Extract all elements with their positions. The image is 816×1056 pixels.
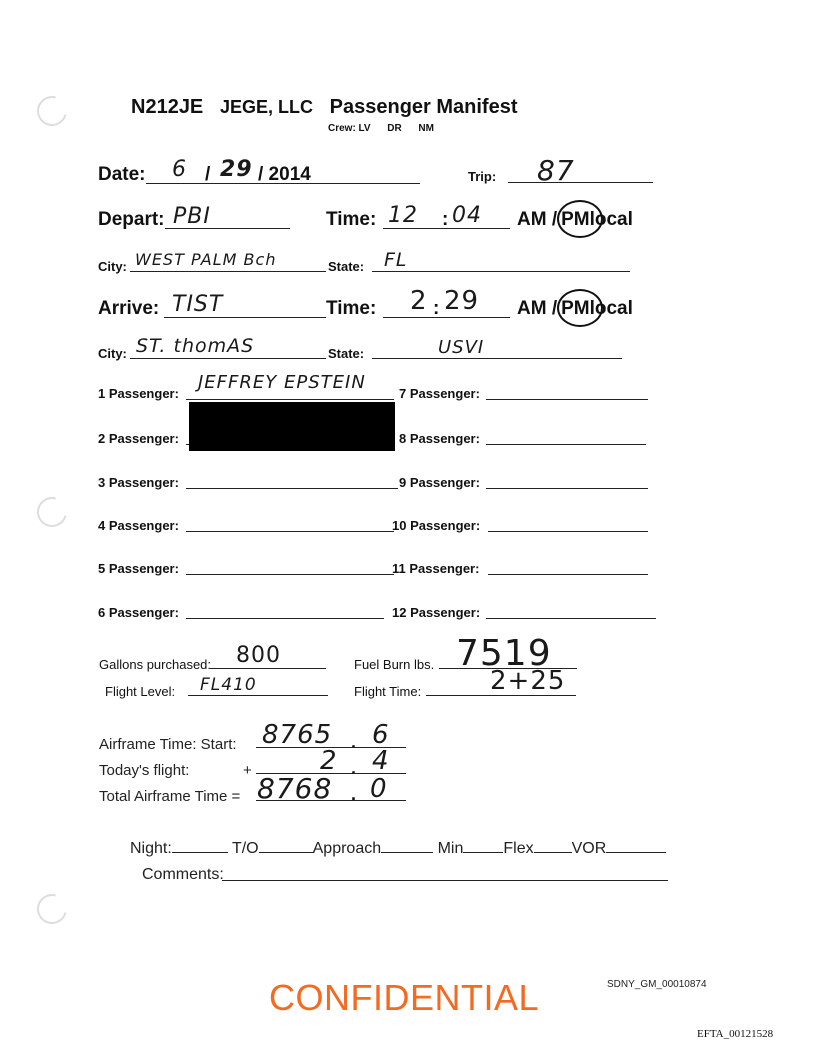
local-label: local — [589, 209, 633, 230]
passenger-12-line — [486, 618, 656, 619]
passenger-11-label: 11 Passenger: — [392, 561, 480, 576]
arrive-city-underline — [130, 358, 326, 359]
to-blank — [259, 852, 313, 853]
passenger-11-line — [488, 574, 648, 575]
depart-time-label: Time: — [326, 209, 377, 230]
comments-label: Comments: — [142, 866, 224, 883]
night-label: Night: — [130, 840, 172, 857]
depart-label: Depart: — [98, 209, 165, 230]
arrive-state-underline — [372, 358, 622, 359]
todays-flight-tenths: 4 — [372, 746, 390, 776]
comments-underline — [222, 880, 668, 881]
passenger-8-line — [486, 444, 646, 445]
approach-blank — [381, 852, 433, 853]
crew-1: Crew: LV — [328, 123, 371, 134]
passenger-4-label: 4 Passenger: — [98, 518, 179, 533]
vor-blank — [606, 852, 666, 853]
depart-underline — [165, 228, 290, 229]
passenger-6-line — [186, 618, 384, 619]
passenger-7-label: 7 Passenger: — [399, 386, 480, 401]
flight-level-underline — [188, 695, 328, 696]
date-sep: / — [205, 164, 211, 185]
total-airframe-underline — [256, 800, 406, 801]
crew-3: NM — [418, 123, 434, 134]
flight-level-label: Flight Level: — [105, 684, 176, 699]
arrive-state-label: State: — [328, 346, 365, 361]
pm-label: PM — [561, 209, 590, 230]
depart-airport: PBI — [173, 204, 211, 229]
hole-punch-top — [32, 91, 73, 132]
arrive-pm-circle — [557, 289, 603, 327]
trip-number: 87 — [537, 154, 575, 187]
todays-flight-value: 2 — [320, 746, 338, 776]
arrive-hour: 2 — [410, 286, 428, 316]
arrive-pm-label: PM — [561, 298, 590, 319]
arrive-time-underline — [383, 317, 510, 318]
arrive-am-label: AM / — [517, 298, 558, 319]
tail-number: N212JE — [131, 96, 204, 118]
crew-line — [328, 123, 434, 134]
gallons-value: 800 — [236, 643, 281, 668]
depart-state-label: State: — [328, 259, 365, 274]
passenger-5-label: 5 Passenger: — [98, 561, 179, 576]
vor-label: VOR — [571, 840, 607, 857]
night-row — [130, 840, 666, 858]
passenger-9-label: 9 Passenger: — [399, 475, 480, 490]
min-blank — [463, 852, 503, 853]
arrive-label: Arrive: — [98, 298, 160, 319]
depart-hour: 12 — [388, 203, 418, 228]
total-airframe-value: 8768 — [257, 772, 333, 805]
gallons-label: Gallons purchased: — [99, 657, 212, 672]
flex-label: Flex — [503, 840, 534, 857]
redaction-box — [189, 402, 395, 451]
arrive-local-label: local — [589, 298, 633, 319]
airframe-start-label: Airframe Time: Start: — [99, 736, 237, 753]
fuel-burn-value: 7519 — [456, 633, 552, 674]
date-underline — [146, 183, 420, 184]
approach-label: Approach — [312, 840, 382, 857]
depart-state-underline — [372, 271, 630, 272]
efta-number: EFTA_00121528 — [697, 1028, 774, 1040]
page-title — [131, 96, 518, 119]
depart-pm-circle — [557, 200, 603, 238]
bates-number: SDNY_GM_00010874 — [607, 979, 707, 990]
depart-minute: 04 — [452, 203, 482, 228]
arrive-city-label: City: — [98, 346, 127, 361]
arrive-colon: : — [433, 298, 440, 319]
flight-time-label: Flight Time: — [354, 684, 422, 699]
trip-underline — [508, 182, 653, 183]
passenger-1-line — [186, 399, 394, 400]
passenger-2-label: 2 Passenger: — [98, 431, 179, 446]
passenger-12-label: 12 Passenger: — [392, 605, 481, 620]
arrive-airport: TIST — [172, 292, 224, 317]
depart-city-label: City: — [98, 259, 127, 274]
arrive-underline — [164, 317, 326, 318]
trip-label: Trip: — [468, 169, 497, 184]
depart-city-underline — [130, 271, 326, 272]
date-month: 6 — [172, 157, 187, 182]
arrive-minute: 29 — [444, 286, 480, 316]
flight-time-value: 2+25 — [490, 666, 566, 696]
depart-colon: : — [442, 209, 449, 230]
todays-flight-label: Today's flight: — [99, 762, 190, 779]
flex-blank — [534, 852, 572, 853]
depart-time-underline — [383, 228, 510, 229]
depart-state: FL — [384, 249, 408, 271]
arrive-state: USVI — [438, 337, 485, 358]
flight-time-underline — [426, 695, 576, 696]
passenger-4-line — [186, 531, 394, 532]
passenger-1-name: JEFFREY EPSTEIN — [198, 372, 366, 393]
passenger-1-label: 1 Passenger: — [98, 386, 179, 401]
passenger-6-label: 6 Passenger: — [98, 605, 179, 620]
todays-flight-dot: . — [351, 758, 357, 778]
confidential-stamp: CONFIDENTIAL — [269, 977, 540, 1018]
passenger-3-line — [186, 488, 398, 489]
airframe-start-value: 8765 — [262, 720, 333, 750]
depart-city: WEST PALM Bch — [135, 250, 277, 269]
document-title: Passenger Manifest — [329, 96, 518, 118]
min-label: Min — [437, 840, 464, 857]
to-label: T/O — [231, 840, 259, 857]
night-blank — [172, 852, 228, 853]
date-year: / 2014 — [258, 164, 311, 185]
crew-2: DR — [387, 123, 402, 134]
passenger-5-line — [186, 574, 394, 575]
arrive-time-label: Time: — [326, 298, 377, 319]
company-name: JEGE, LLC — [219, 97, 313, 117]
hole-punch-bottom — [32, 889, 73, 930]
date-day: 29 — [220, 157, 253, 182]
date-label: Date: — [98, 164, 146, 185]
hole-punch-middle — [32, 492, 73, 533]
fuel-burn-label: Fuel Burn lbs. — [354, 657, 435, 672]
am-label: AM / — [517, 209, 558, 230]
passenger-7-line — [486, 399, 648, 400]
passenger-10-label: 10 Passenger: — [392, 518, 481, 533]
passenger-3-label: 3 Passenger: — [98, 475, 179, 490]
gallons-underline — [210, 668, 326, 669]
passenger-8-label: 8 Passenger: — [399, 431, 480, 446]
total-airframe-label: Total Airframe Time = — [99, 788, 241, 805]
passenger-9-line — [486, 488, 648, 489]
flight-level-value: FL410 — [200, 675, 257, 695]
arrive-city: ST. thomAS — [136, 335, 255, 357]
total-airframe-tenths: 0 — [370, 774, 388, 804]
airframe-start-tenths: 6 — [372, 720, 390, 750]
plus-sign: + — [243, 762, 252, 779]
passenger-10-line — [488, 531, 648, 532]
airframe-start-dot: . — [351, 732, 357, 752]
total-airframe-dot: . — [351, 784, 357, 804]
